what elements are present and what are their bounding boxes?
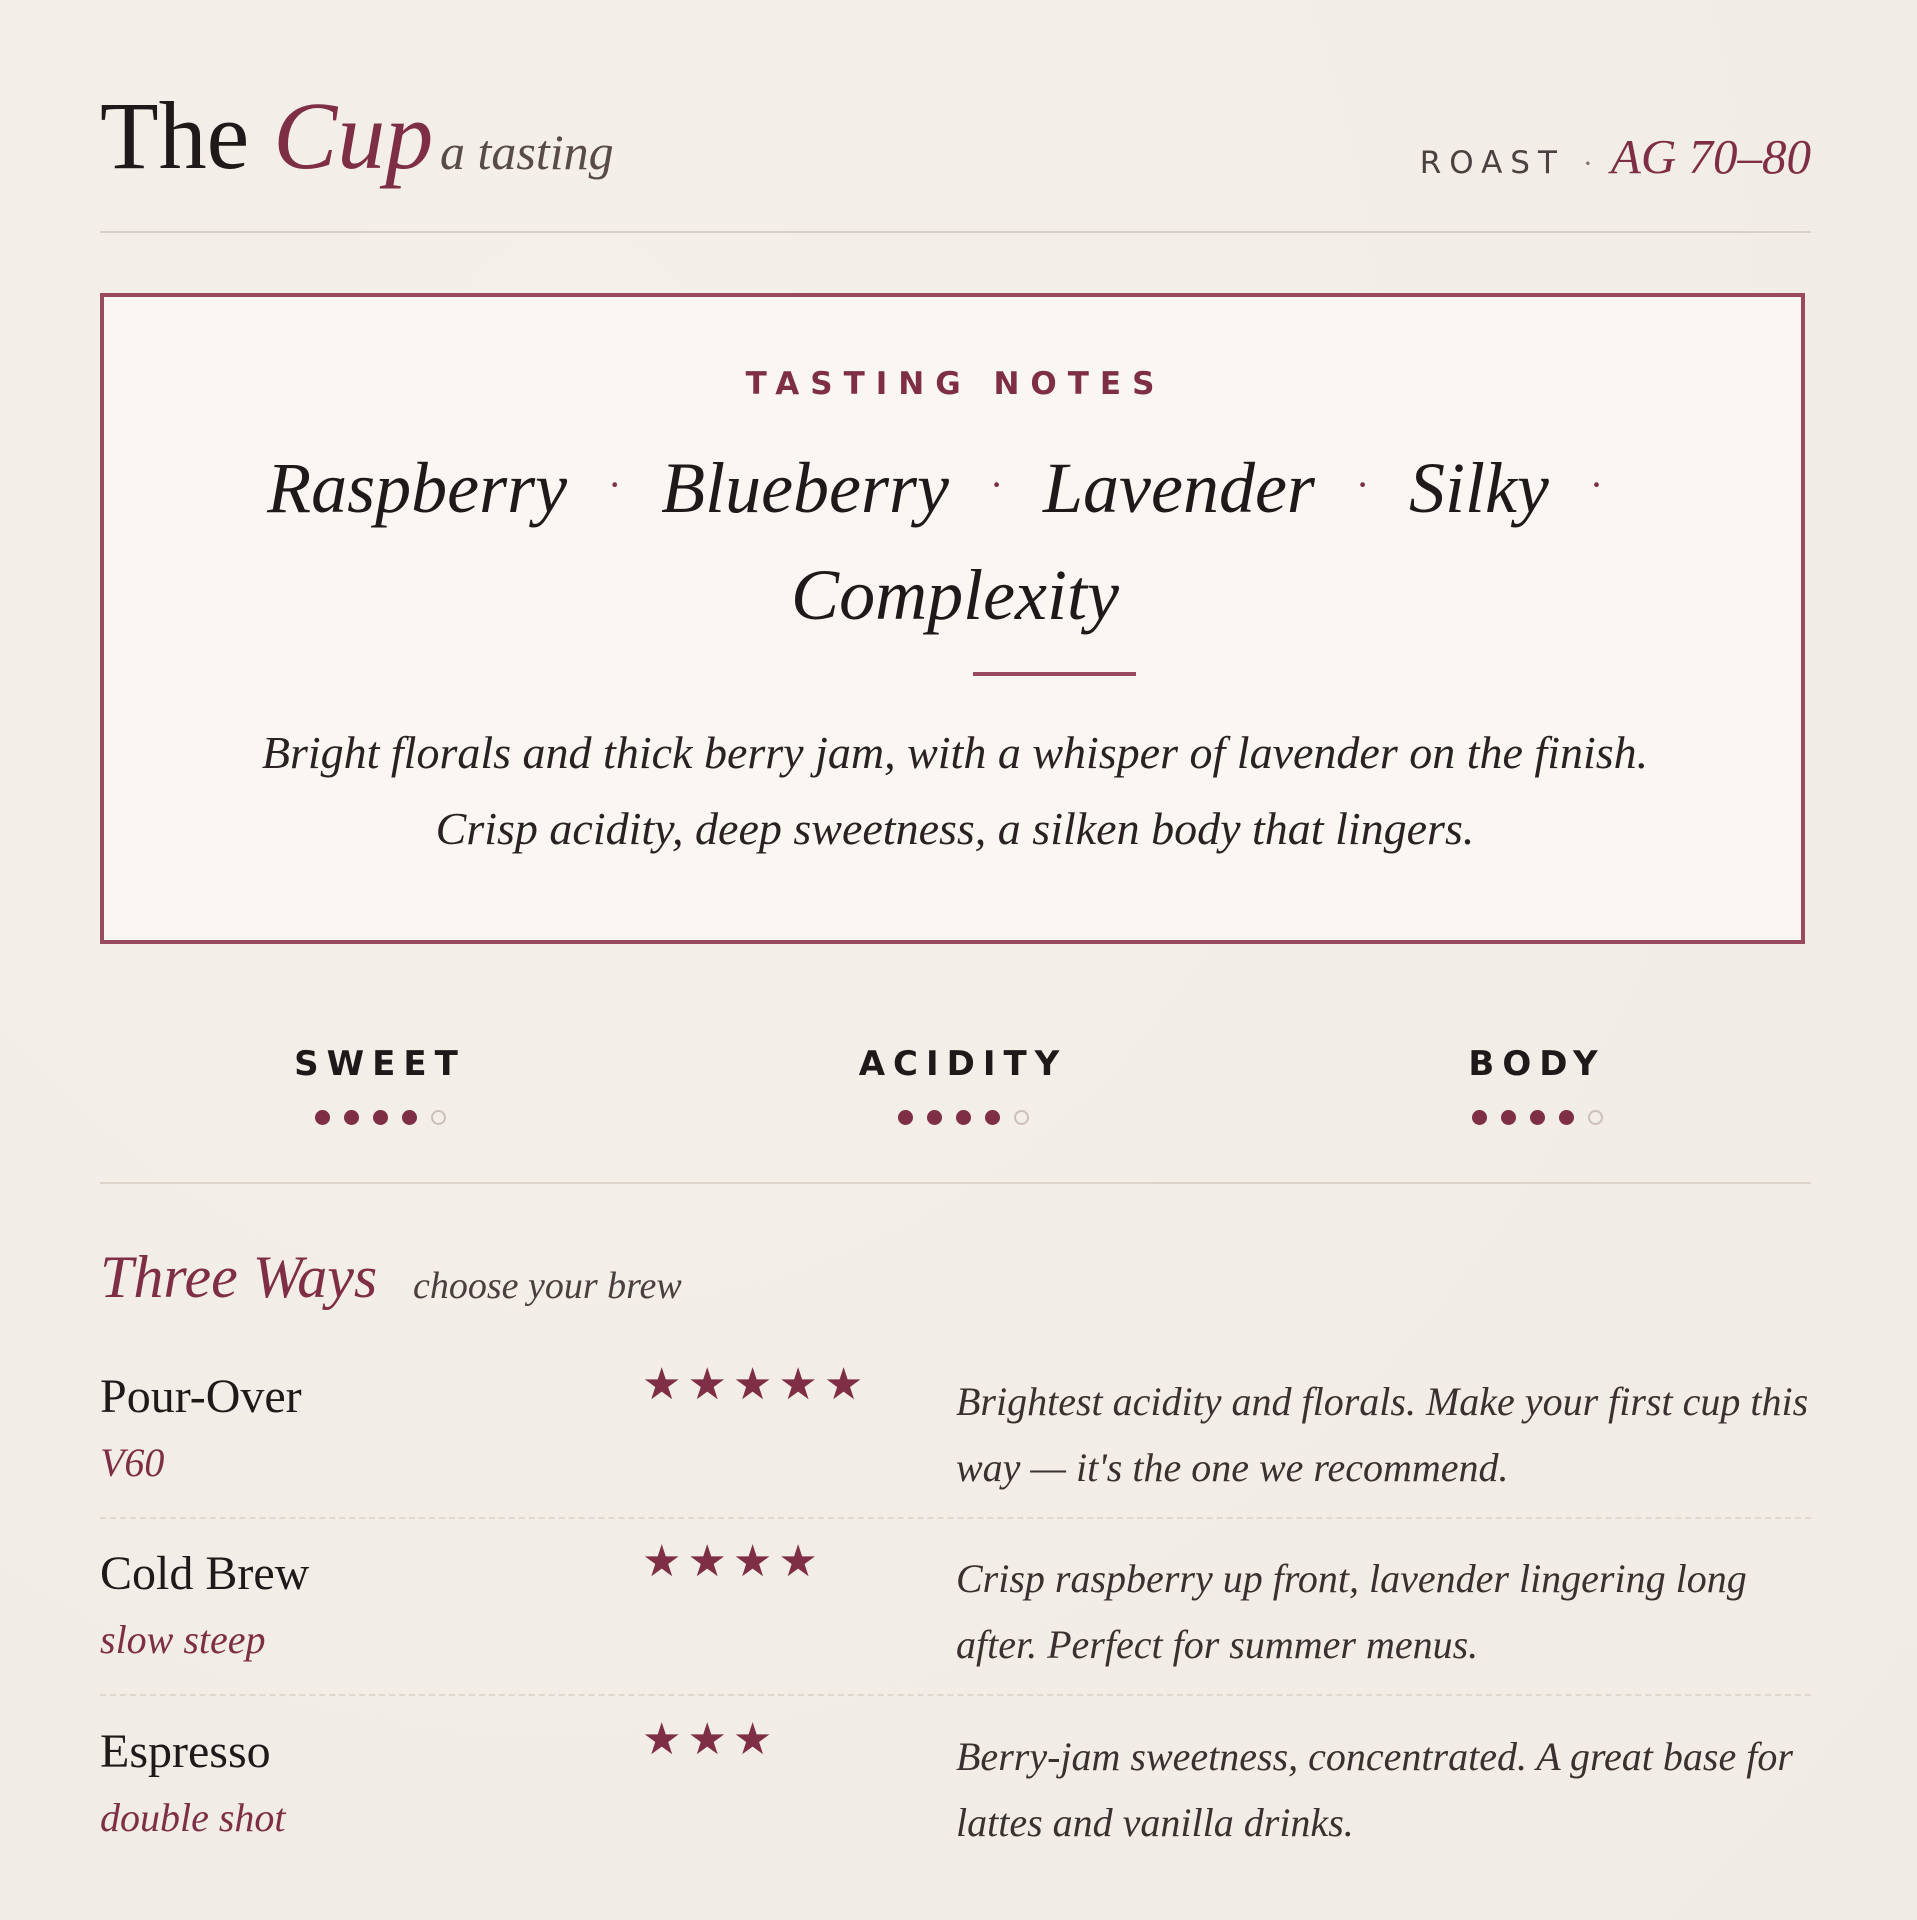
filled-dot-icon bbox=[1501, 1110, 1516, 1125]
roast-label: ROAST bbox=[1419, 145, 1565, 181]
note-separator: · bbox=[1356, 462, 1367, 507]
filled-dot-icon bbox=[315, 1110, 330, 1125]
star-icon: ★ bbox=[732, 1536, 773, 1587]
metric-label: ACIDITY bbox=[858, 1044, 1068, 1084]
metric-label: SWEET bbox=[294, 1044, 466, 1084]
metric-acidity bbox=[763, 1044, 1163, 1125]
roast-value: AG 70–80 bbox=[1610, 129, 1811, 184]
brews-subtitle: choose your brew bbox=[413, 1265, 682, 1307]
filled-dot-icon bbox=[898, 1110, 913, 1125]
notes-divider bbox=[973, 672, 1136, 676]
brew-stars bbox=[642, 1714, 773, 1765]
brew-description: Berry-jam sweetness, concentrated. A great base for lattes and vanilla drinks. bbox=[956, 1734, 1793, 1845]
tasting-card bbox=[100, 0, 1811, 1845]
brew-method: V60 bbox=[100, 1440, 165, 1485]
tasting-notes-list bbox=[250, 440, 1660, 643]
note-item: Complexity bbox=[791, 555, 1119, 635]
star-icon: ★ bbox=[687, 1714, 727, 1765]
rating-dots bbox=[763, 1110, 1163, 1125]
star-icon: ★ bbox=[732, 1714, 773, 1765]
flavor-profile bbox=[100, 1030, 1811, 1184]
brew-row-espresso bbox=[100, 1714, 1811, 1872]
rating-dots bbox=[1337, 1110, 1737, 1125]
roast-separator: · bbox=[1582, 147, 1593, 180]
rating-dots bbox=[180, 1110, 580, 1125]
empty-dot-icon bbox=[1014, 1110, 1029, 1125]
filled-dot-icon bbox=[1472, 1110, 1487, 1125]
filled-dot-icon bbox=[373, 1110, 388, 1125]
brew-name: Espresso bbox=[100, 1725, 271, 1778]
brew-method: double shot bbox=[100, 1795, 286, 1840]
page-subtitle: a tasting bbox=[440, 124, 614, 180]
metric-sweet bbox=[180, 1044, 580, 1125]
tasting-notes-label: TASTING NOTES bbox=[745, 366, 1166, 402]
brew-row-pour-over bbox=[100, 1359, 1811, 1519]
note-separator: · bbox=[1590, 462, 1601, 507]
filled-dot-icon bbox=[344, 1110, 359, 1125]
brew-stars bbox=[642, 1536, 818, 1587]
title-word-the: The bbox=[100, 82, 250, 189]
tasting-notes-description bbox=[250, 715, 1660, 867]
filled-dot-icon bbox=[1559, 1110, 1574, 1125]
title-word-cup: Cup bbox=[273, 82, 434, 189]
metric-body bbox=[1337, 1044, 1737, 1125]
filled-dot-icon bbox=[956, 1110, 971, 1125]
brew-row-cold-brew bbox=[100, 1536, 1811, 1696]
star-icon: ★ bbox=[642, 1714, 682, 1765]
star-icon: ★ bbox=[642, 1359, 682, 1410]
star-icon: ★ bbox=[823, 1359, 864, 1410]
filled-dot-icon bbox=[402, 1110, 417, 1125]
description-line: Bright florals and thick berry jam, with a whisper of lavender on the finish. bbox=[261, 727, 1649, 778]
star-icon: ★ bbox=[778, 1536, 818, 1587]
header bbox=[100, 0, 1811, 233]
brew-stars bbox=[642, 1359, 864, 1410]
note-item: Lavender bbox=[1043, 448, 1315, 528]
note-item: Silky bbox=[1408, 448, 1549, 528]
star-icon: ★ bbox=[642, 1536, 682, 1587]
filled-dot-icon bbox=[1530, 1110, 1545, 1125]
star-icon: ★ bbox=[687, 1359, 727, 1410]
star-icon: ★ bbox=[687, 1536, 727, 1587]
filled-dot-icon bbox=[927, 1110, 942, 1125]
note-separator: · bbox=[991, 462, 1001, 507]
brew-name: Pour-Over bbox=[100, 1370, 302, 1423]
brews-title: Three Ways bbox=[100, 1244, 378, 1310]
note-separator: · bbox=[609, 462, 620, 507]
brew-description: Crisp raspberry up front, lavender lingering long after. Perfect for summer menus. bbox=[956, 1556, 1747, 1667]
empty-dot-icon bbox=[431, 1110, 446, 1125]
note-item: Raspberry bbox=[267, 448, 568, 528]
star-icon: ★ bbox=[732, 1359, 773, 1410]
filled-dot-icon bbox=[985, 1110, 1000, 1125]
brew-description: Brightest acidity and florals. Make your first cup this way — it's the one we recommend. bbox=[956, 1379, 1809, 1490]
roast-info bbox=[1420, 128, 1811, 185]
brew-method: slow steep bbox=[100, 1617, 266, 1662]
description-line: Crisp acidity, deep sweetness, a silken body that lingers. bbox=[435, 803, 1475, 854]
empty-dot-icon bbox=[1588, 1110, 1603, 1125]
brew-name: Cold Brew bbox=[100, 1547, 310, 1600]
page-title bbox=[100, 82, 434, 189]
star-icon: ★ bbox=[778, 1359, 818, 1410]
metric-label: BODY bbox=[1468, 1044, 1606, 1084]
note-item: Blueberry bbox=[661, 448, 949, 528]
